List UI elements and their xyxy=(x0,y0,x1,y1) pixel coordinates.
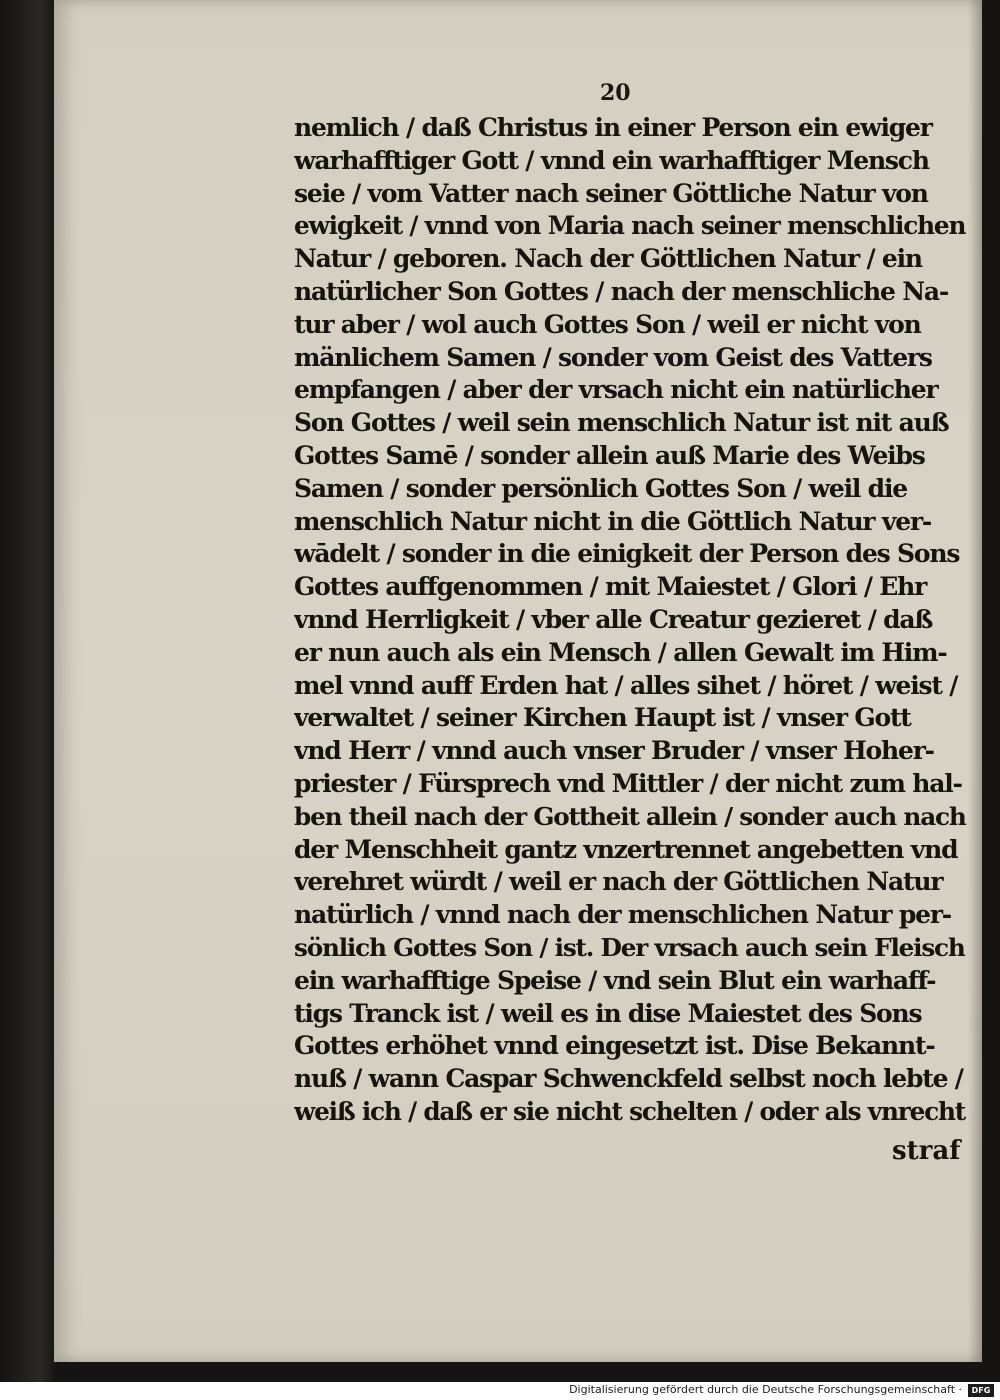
text-line: empfangen / aber der vrsach nicht ein natürlicher xyxy=(294,375,938,405)
text-line: wādelt / sonder in die einigkeit der Person des Sons xyxy=(294,539,960,569)
funding-credit: Digitalisierung gefördert durch die Deutsche Forschungsgemeinschaft · xyxy=(569,1383,962,1396)
text-line: vnnd Herrligkeit / vber alle Creatur gezieret / daß xyxy=(294,604,933,634)
text-line: priester / Fürsprech vnd Mittler / der nicht zum hal- xyxy=(294,768,962,798)
catchword: straf xyxy=(892,1136,961,1166)
text-line: mel vnnd auff Erden hat / alles sihet / höret / weist / xyxy=(294,670,958,700)
text-line: er nun auch als ein Mensch / allen Gewalt im Him- xyxy=(294,637,947,667)
text-line: ewigkeit / vnnd von Maria nach seiner menschlichen xyxy=(294,211,966,241)
text-line: der Menschheit gantz vnzertrennet angebetten vnd xyxy=(294,834,958,864)
text-line: warhafftiger Gott / vnnd ein warhafftiger Mensch xyxy=(294,145,929,175)
text-line: mänlichem Samen / sonder vom Geist des Vatters xyxy=(294,342,932,372)
page-text-block xyxy=(294,112,974,1129)
text-line: natürlich / vnnd nach der menschlichen Natur per- xyxy=(294,900,951,930)
text-line: weiß ich / daß er sie nicht schelten / oder als vnrecht xyxy=(294,1096,965,1126)
text-line: natürlicher Son Gottes / nach der menschliche Na- xyxy=(294,276,949,306)
page-number: 20 xyxy=(600,80,631,106)
text-line: menschlich Natur nicht in die Göttlich Natur ver- xyxy=(294,506,932,536)
text-line: Samen / sonder persönlich Gottes Son / weil die xyxy=(294,473,907,503)
text-line: tigs Tranck ist / weil es in dise Maiestet des Sons xyxy=(294,998,922,1028)
text-line: Natur / geboren. Nach der Göttlichen Natur / ein xyxy=(294,244,922,274)
text-line: sönlich Gottes Son / ist. Der vrsach auch sein Fleisch xyxy=(294,932,965,962)
text-line: ben theil nach der Gottheit allein / sonder auch nach xyxy=(294,801,966,831)
text-line: tur aber / wol auch Gottes Son / weil er nicht von xyxy=(294,309,921,339)
text-line: verehret würdt / weil er nach der Göttlichen Natur xyxy=(294,867,943,897)
text-line: ein warhafftige Speise / vnd sein Blut ein warhaff- xyxy=(294,965,936,995)
text-line: seie / vom Vatter nach seiner Göttliche Natur von xyxy=(294,178,928,208)
text-line: Gottes Samē / sonder allein auß Marie des Weibs xyxy=(294,440,925,470)
text-line: vnd Herr / vnnd auch vnser Bruder / vnser Hoher- xyxy=(294,736,934,766)
text-line: Gottes erhöhet vnnd eingesetzt ist. Dise Bekannt- xyxy=(294,1031,935,1061)
text-line: Gottes auffgenommen / mit Maiestet / Glori / Ehr xyxy=(294,572,927,602)
text-line: verwaltet / seiner Kirchen Haupt ist / vnser Gott xyxy=(294,703,911,733)
text-line: Son Gottes / weil sein menschlich Natur ist nit auß xyxy=(294,408,949,438)
text-line: nuß / wann Caspar Schwenckfeld selbst noch lebte / xyxy=(294,1064,963,1094)
dfg-logo-icon: DFG xyxy=(968,1384,994,1397)
text-line: nemlich / daß Christus in einer Person ein ewiger xyxy=(294,113,932,142)
